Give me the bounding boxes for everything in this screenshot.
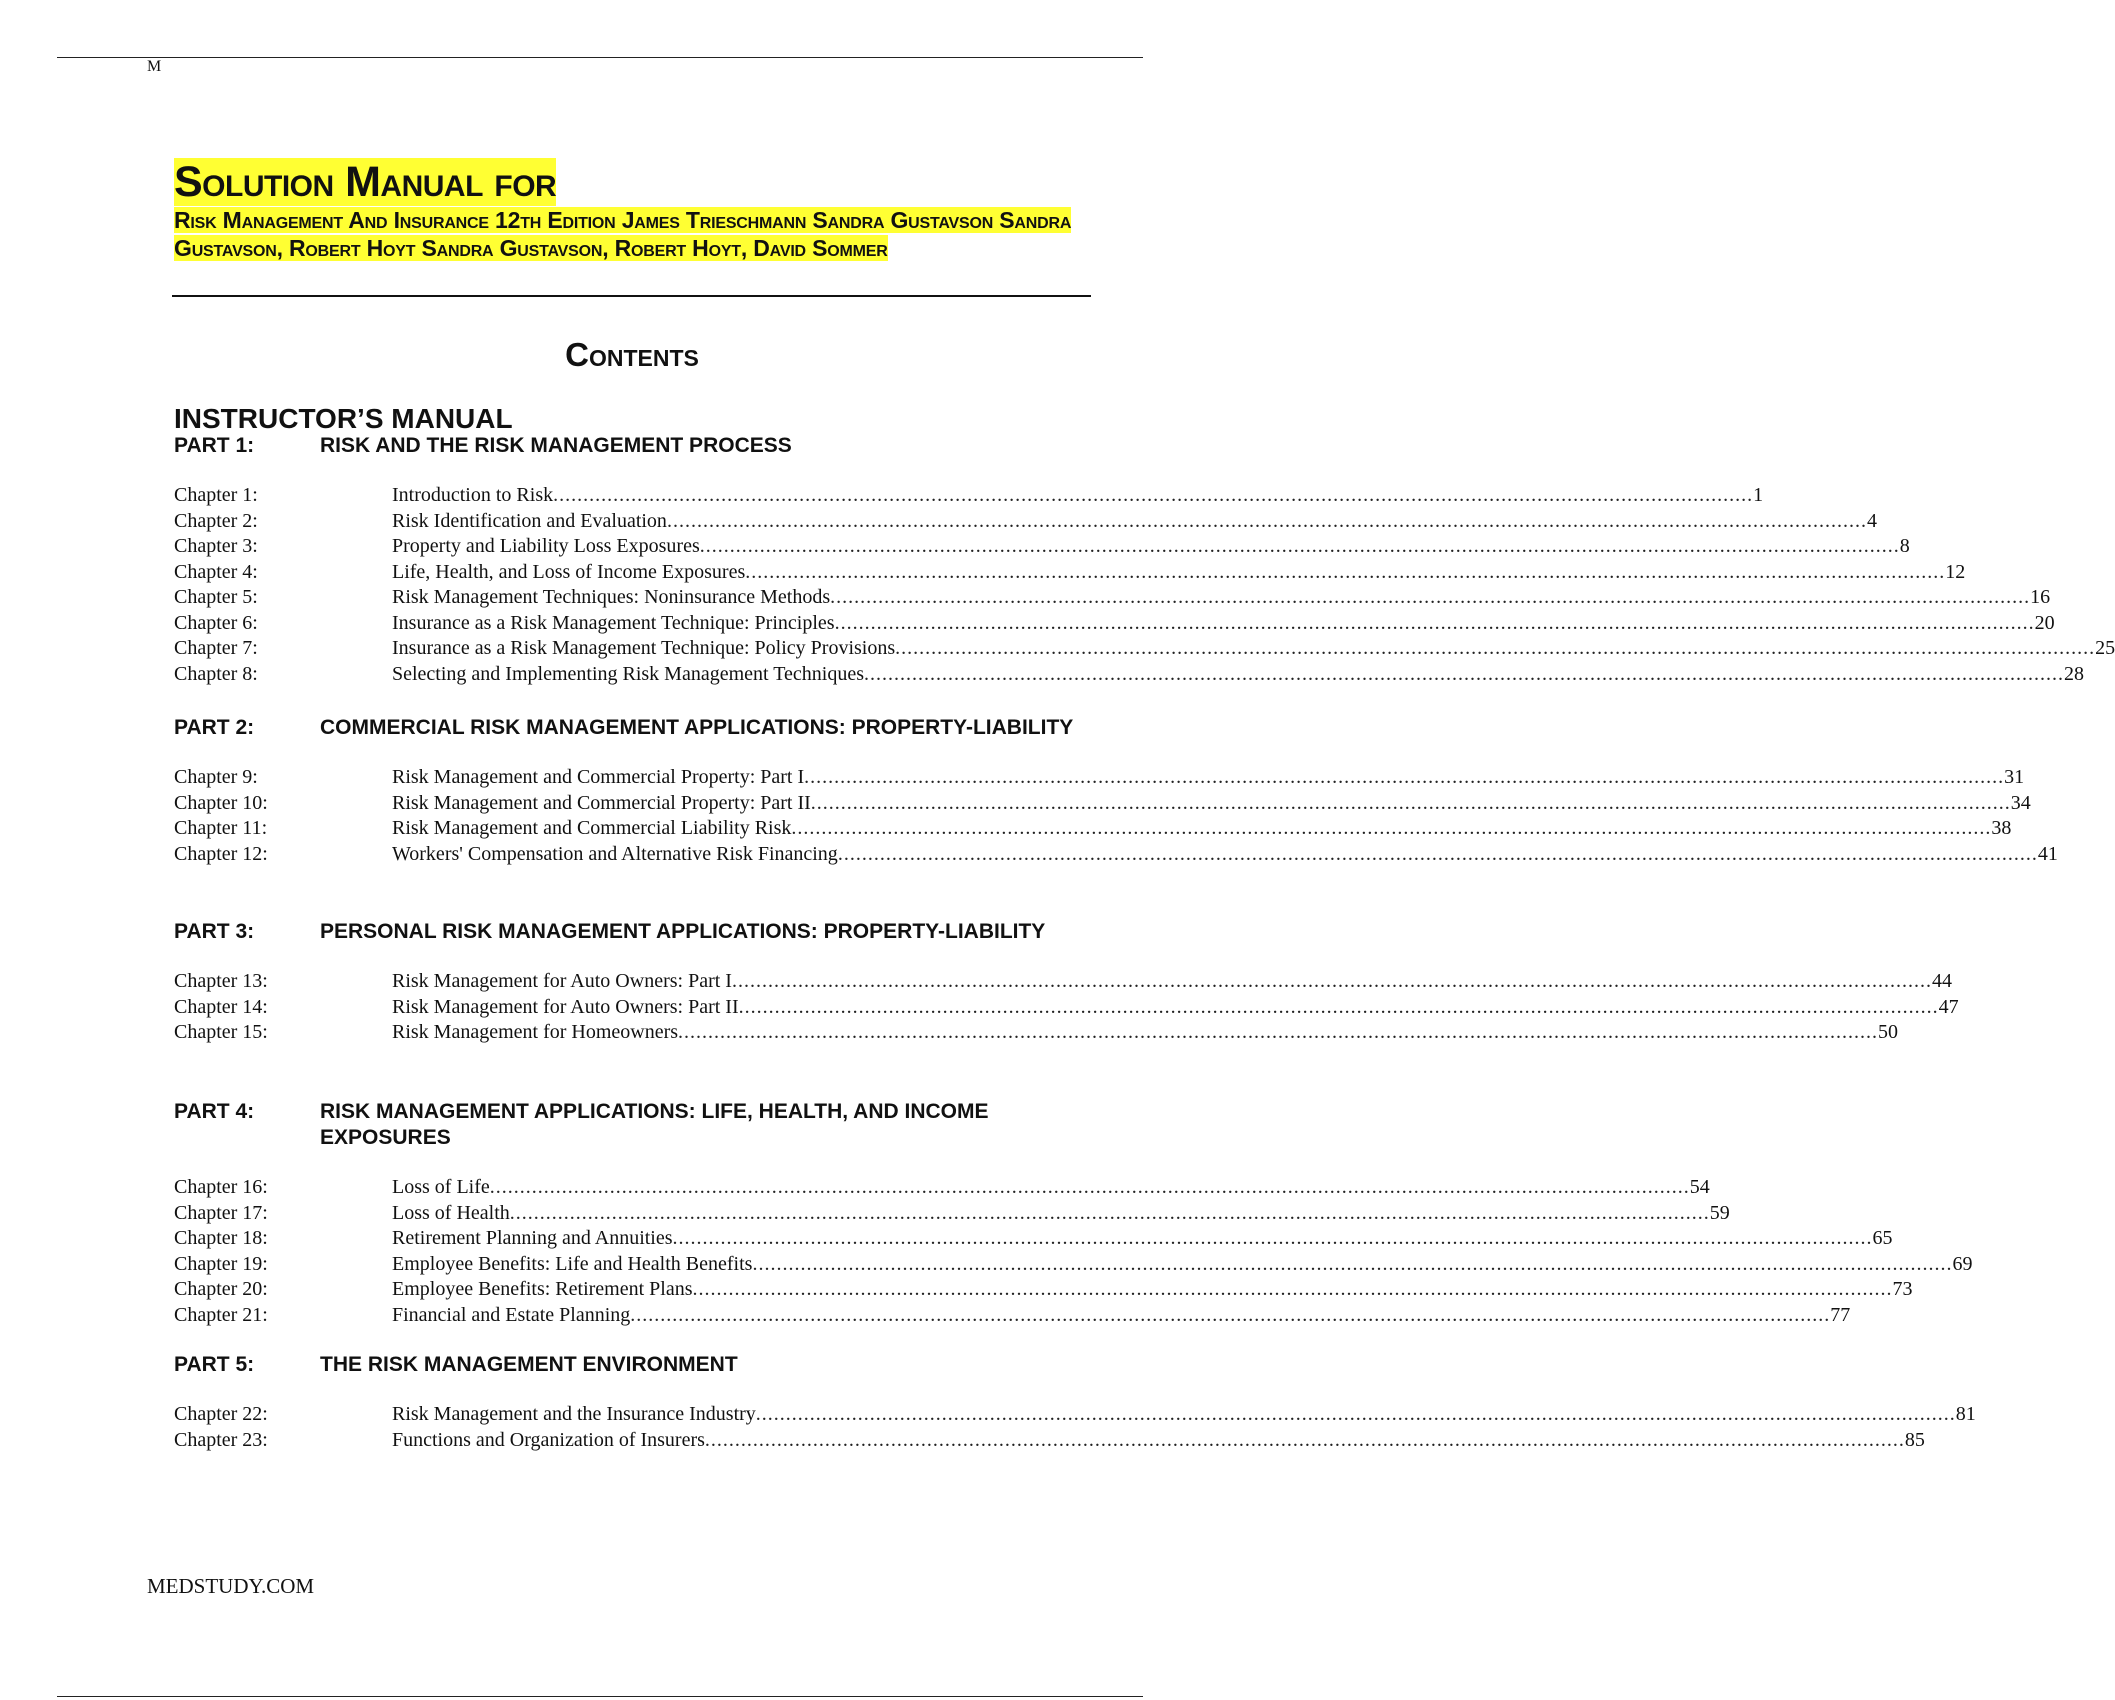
chapter-title: Retirement Planning and Annuities [392, 1227, 673, 1249]
chapter-page-number: 77 [1830, 1303, 1851, 1326]
part-heading [174, 433, 1124, 459]
part-section [174, 433, 2115, 687]
chapter-list [174, 1402, 1976, 1453]
chapter-page-number: 31 [2004, 766, 2025, 788]
chapter-page-number: 41 [2037, 842, 2058, 865]
chapter-title: Selecting and Implementing Risk Management Techniques [392, 662, 865, 685]
chapter-entry [174, 1226, 1893, 1252]
chapter-title: Risk Management and Commercial Liability Risk [392, 817, 792, 839]
bottom-rule [57, 1696, 1143, 1697]
dot-leader: ........................................................................................................................................................................................................ [745, 560, 1946, 583]
part-heading [174, 715, 1124, 741]
part-section [174, 1352, 1976, 1453]
chapter-entry [174, 1201, 1730, 1227]
dot-leader: ........................................................................................................................................................................................................ [837, 842, 2038, 865]
chapter-page-number: 8 [1899, 535, 1910, 557]
chapter-entry [174, 611, 2055, 637]
part-label: PART 3: [174, 920, 255, 943]
dot-leader: ........................................................................................................................................................................................................ [678, 1021, 1879, 1043]
chapter-title: Loss of Life [392, 1176, 490, 1198]
chapter-entry [174, 1277, 1913, 1303]
dot-leader: ........................................................................................................................................................................................................ [738, 995, 1939, 1018]
chapter-list [174, 969, 1959, 1046]
chapter-title: Employee Benefits: Life and Health Benefits [392, 1252, 753, 1275]
chapter-title: Property and Liability Loss Exposures [392, 535, 700, 557]
chapter-page-number: 69 [1952, 1252, 1973, 1275]
chapter-entry [174, 509, 1877, 535]
chapter-title: Risk Management for Auto Owners: Part II [392, 995, 739, 1018]
chapter-label: Chapter 18: [174, 1227, 268, 1249]
dot-leader: ........................................................................................................................................................................................................ [672, 1227, 1873, 1249]
part-section [174, 1099, 1973, 1328]
dot-leader: ........................................................................................................................................................................................................ [755, 1403, 1956, 1425]
dot-leader: ........................................................................................................................................................................................................ [704, 1428, 1905, 1451]
chapter-entry [174, 1252, 1973, 1278]
chapter-entry [174, 1020, 1899, 1046]
part-title: COMMERCIAL RISK MANAGEMENT APPLICATIONS: PROPERTY-LIABILITY [320, 716, 1074, 739]
part-title: PERSONAL RISK MANAGEMENT APPLICATIONS: PROPERTY-LIABILITY [320, 920, 1046, 943]
part-heading [174, 1099, 1124, 1151]
chapter-label: Chapter 8: [174, 662, 258, 685]
chapter-title: Insurance as a Risk Management Technique: Principles [392, 611, 835, 634]
dot-leader: ........................................................................................................................................................................................................ [864, 662, 2065, 685]
chapter-entry [174, 1175, 1710, 1201]
chapter-entry [174, 662, 2085, 688]
part-title: RISK MANAGEMENT APPLICATIONS: LIFE, HEALTH, AND INCOME EXPOSURES [320, 1100, 989, 1149]
chapter-page-number: 34 [2010, 791, 2031, 814]
chapter-label: Chapter 20: [174, 1278, 268, 1300]
top-rule [57, 57, 1143, 58]
chapter-title: Functions and Organization of Insurers [392, 1428, 705, 1451]
chapter-label: Chapter 15: [174, 1021, 268, 1043]
chapter-label: Chapter 1: [174, 484, 258, 506]
manual-heading: INSTRUCTOR’S MANUAL [174, 403, 513, 434]
chapter-entry [174, 791, 2031, 817]
chapter-page-number: 47 [1938, 995, 1959, 1018]
chapter-entry [174, 765, 2025, 791]
chapter-label: Chapter 3: [174, 535, 258, 557]
chapter-list [174, 483, 2115, 687]
chapter-page-number: 73 [1892, 1278, 1913, 1300]
chapter-title: Risk Management for Auto Owners: Part I [392, 970, 732, 992]
chapter-page-number: 20 [2034, 611, 2055, 634]
chapter-entry [174, 1402, 1976, 1428]
chapter-entry [174, 585, 2051, 611]
chapter-page-number: 81 [1955, 1403, 1976, 1425]
chapter-label: Chapter 11: [174, 817, 268, 839]
title-main [174, 158, 1094, 206]
chapter-entry [174, 560, 1966, 586]
chapter-entry [174, 534, 1910, 560]
chapter-label: Chapter 13: [174, 970, 268, 992]
chapter-label: Chapter 4: [174, 560, 258, 583]
chapter-page-number: 44 [1931, 970, 1952, 992]
title-rule [172, 295, 1091, 297]
dot-leader: ........................................................................................................................................................................................................ [752, 1252, 1953, 1275]
chapter-label: Chapter 10: [174, 791, 268, 814]
chapter-label: Chapter 9: [174, 766, 258, 788]
chapter-page-number: 12 [1945, 560, 1966, 583]
dot-leader: ........................................................................................................................................................................................................ [489, 1176, 1690, 1198]
chapter-entry [174, 995, 1959, 1021]
chapter-title: Loss of Health [392, 1201, 510, 1224]
chapter-label: Chapter 22: [174, 1403, 268, 1425]
chapter-title: Introduction to Risk [392, 484, 554, 506]
title-subtitle-text: Risk Management And Insurance 12th Edition James Trieschmann Sandra Gustavson Sandra Gustavson, Robert Hoyt Sandra Gustavson, Robert Hoyt, David Sommer [174, 207, 1072, 261]
chapter-label: Chapter 17: [174, 1201, 268, 1224]
chapter-label: Chapter 19: [174, 1252, 268, 1275]
chapter-entry [174, 1303, 1851, 1329]
chapter-title: Risk Management for Homeowners [392, 1021, 679, 1043]
chapter-label: Chapter 12: [174, 842, 268, 865]
chapter-title: Life, Health, and Loss of Income Exposures [392, 560, 746, 583]
chapter-page-number: 38 [1991, 817, 2012, 839]
chapter-label: Chapter 21: [174, 1303, 268, 1326]
chapter-title: Workers' Compensation and Alternative Risk Financing [392, 842, 838, 865]
part-label: PART 1: [174, 434, 255, 457]
part-label: PART 5: [174, 1353, 255, 1376]
chapter-entry [174, 483, 1764, 509]
chapter-label: Chapter 23: [174, 1428, 268, 1451]
dot-leader: ........................................................................................................................................................................................................ [834, 611, 2035, 634]
chapter-page-number: 85 [1904, 1428, 1925, 1451]
footer-site: MEDSTUDY.COM [147, 1574, 315, 1598]
dot-leader: ........................................................................................................................................................................................................ [810, 791, 2011, 814]
chapter-label: Chapter 6: [174, 611, 258, 634]
dot-leader: ........................................................................................................................................................................................................ [692, 1278, 1893, 1300]
chapter-page-number: 1 [1753, 484, 1764, 506]
part-label: PART 2: [174, 716, 255, 739]
dot-leader: ........................................................................................................................................................................................................ [804, 766, 2005, 788]
dot-leader: ........................................................................................................................................................................................................ [699, 535, 1900, 557]
chapter-entry [174, 842, 2058, 868]
chapter-page-number: 28 [2064, 662, 2085, 685]
chapter-label: Chapter 2: [174, 509, 258, 532]
chapter-page-number: 16 [2030, 586, 2051, 608]
chapter-entry [174, 636, 2115, 662]
chapter-title: Financial and Estate Planning [392, 1303, 631, 1326]
chapter-title: Insurance as a Risk Management Technique: Policy Provisions [392, 637, 896, 659]
dot-leader: ........................................................................................................................................................................................................ [509, 1201, 1710, 1224]
part-label: PART 4: [174, 1100, 255, 1123]
chapter-label: Chapter 16: [174, 1176, 268, 1198]
dot-leader: ........................................................................................................................................................................................................ [630, 1303, 1831, 1326]
chapter-title: Risk Management and the Insurance Industry [392, 1403, 756, 1425]
dot-leader: ........................................................................................................................................................................................................ [895, 637, 2096, 659]
chapter-title: Risk Management and Commercial Property: Part II [392, 791, 811, 814]
chapter-label: Chapter 14: [174, 995, 268, 1018]
chapter-page-number: 4 [1866, 509, 1877, 532]
chapter-title: Risk Management and Commercial Property: Part I [392, 766, 805, 788]
chapter-title: Risk Management Techniques: Noninsurance Methods [392, 586, 831, 608]
dot-leader: ........................................................................................................................................................................................................ [791, 817, 1992, 839]
part-title: THE RISK MANAGEMENT ENVIRONMENT [320, 1353, 738, 1376]
chapter-page-number: 25 [2095, 637, 2115, 659]
chapter-list [174, 1175, 1973, 1328]
dot-leader: ........................................................................................................................................................................................................ [553, 484, 1754, 506]
chapter-page-number: 65 [1872, 1227, 1893, 1249]
contents-heading: Contents [565, 336, 699, 373]
dot-leader: ........................................................................................................................................................................................................ [731, 970, 1932, 992]
chapter-page-number: 50 [1878, 1021, 1899, 1043]
chapter-page-number: 54 [1689, 1176, 1710, 1198]
part-title: RISK AND THE RISK MANAGEMENT PROCESS [320, 434, 792, 457]
dot-leader: ........................................................................................................................................................................................................ [830, 586, 2031, 608]
title-main-text: Solution Manual for [174, 158, 557, 206]
chapter-entry [174, 816, 2012, 842]
chapter-label: Chapter 5: [174, 586, 258, 608]
chapter-list [174, 765, 2058, 867]
chapter-title: Risk Identification and Evaluation [392, 509, 667, 532]
chapter-entry [174, 969, 1952, 995]
chapter-title: Employee Benefits: Retirement Plans [392, 1278, 693, 1300]
title-subtitle [174, 206, 1094, 262]
chapter-label: Chapter 7: [174, 637, 258, 659]
chapter-entry [174, 1428, 1925, 1454]
chapter-page-number: 59 [1709, 1201, 1730, 1224]
part-section [174, 715, 2058, 867]
dot-leader: ........................................................................................................................................................................................................ [666, 509, 1867, 532]
title-block [174, 158, 1094, 262]
header-mark: M [147, 58, 162, 75]
part-section [174, 919, 1959, 1046]
part-heading [174, 919, 1124, 945]
part-heading [174, 1352, 1124, 1378]
